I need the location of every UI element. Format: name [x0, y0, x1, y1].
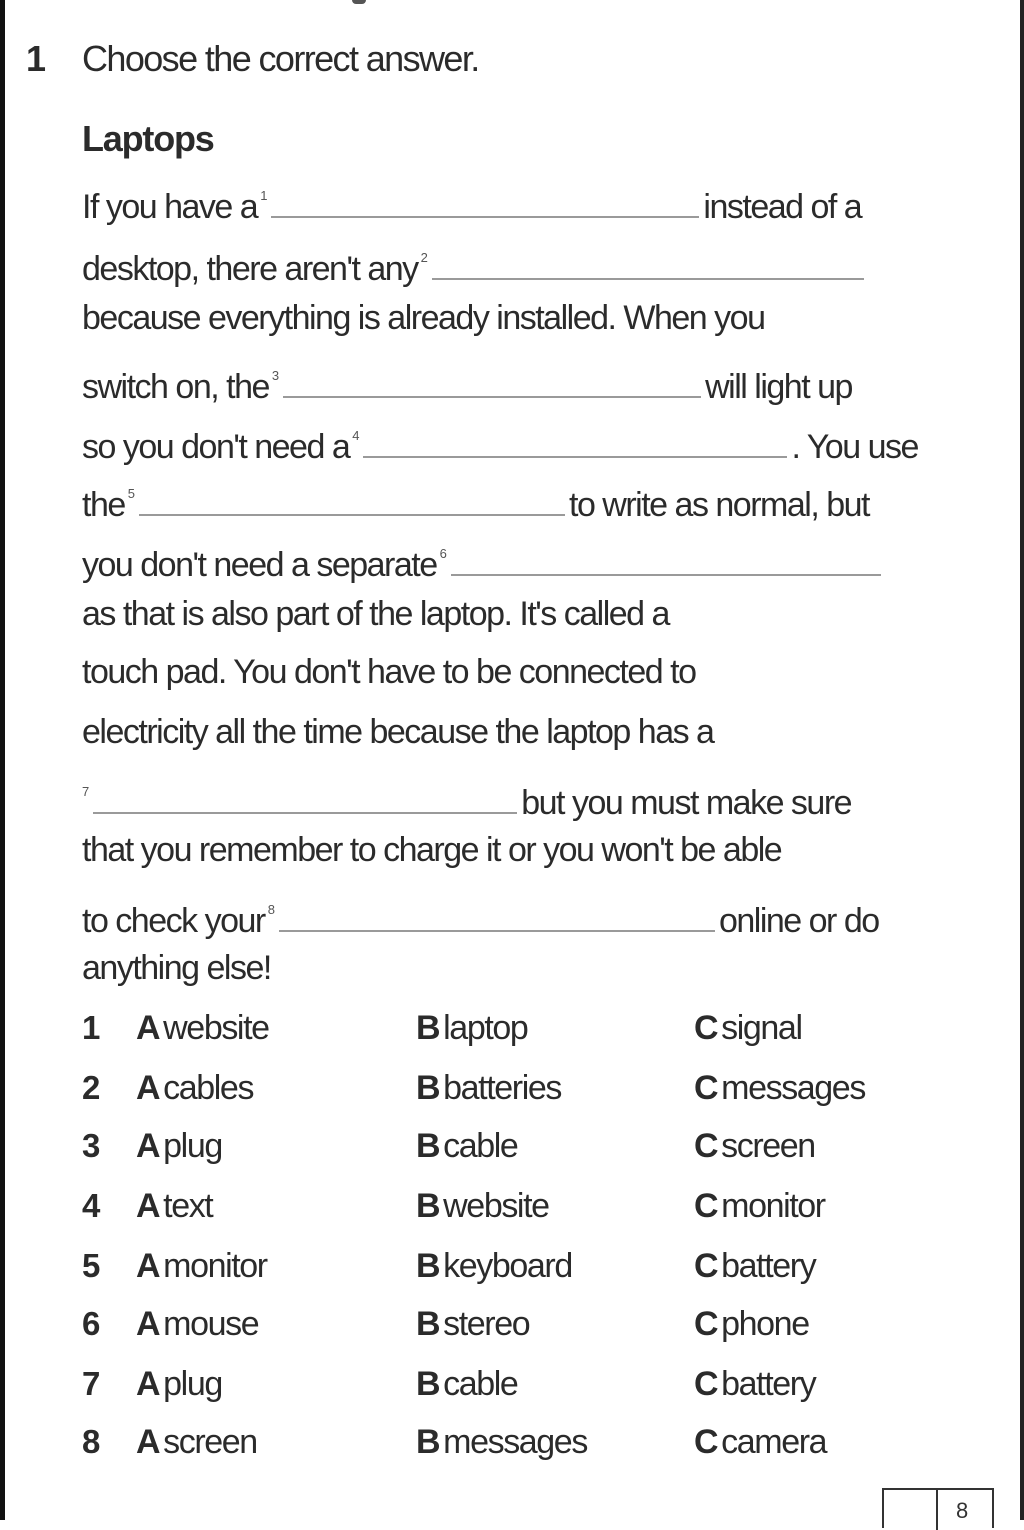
passage-line: anything else! [82, 949, 271, 987]
passage-line: because everything is already installed. When you [82, 299, 765, 337]
question-number: 3 [82, 1127, 101, 1164]
option-c[interactable]: C phone [694, 1305, 809, 1343]
gap-number: 5 [127, 486, 135, 501]
option-a[interactable]: A monitor [136, 1247, 267, 1285]
option-b[interactable]: B keyboard [416, 1247, 572, 1285]
option-a[interactable]: A plug [136, 1127, 222, 1165]
page-left-edge [0, 0, 5, 1520]
option-c[interactable]: C battery [694, 1247, 816, 1285]
option-c[interactable]: C screen [694, 1127, 815, 1165]
option-a[interactable]: A mouse [136, 1305, 259, 1343]
exercise-instruction: Choose the correct answer. [82, 38, 479, 79]
gap-number: 1 [260, 188, 268, 203]
passage-line: touch pad. You don't have to be connected to [82, 653, 696, 691]
option-b[interactable]: B stereo [416, 1305, 530, 1343]
gap-number: 8 [267, 902, 275, 917]
answer-blank [432, 244, 864, 280]
question-number: 7 [82, 1365, 101, 1402]
option-c[interactable]: C battery [694, 1365, 816, 1403]
passage-line: that you remember to charge it or you won't be able [82, 831, 782, 869]
question-number: 6 [82, 1305, 101, 1342]
passage-line: electricity all the time because the laptop has a [82, 713, 714, 751]
option-a[interactable]: A website [136, 1009, 269, 1047]
page-top-mark [352, 0, 366, 4]
answer-blank [283, 362, 701, 398]
option-b[interactable]: B batteries [416, 1069, 561, 1107]
option-a[interactable]: A cables [136, 1069, 254, 1107]
question-number: 1 [82, 1009, 101, 1046]
passage-line: the $^5$ to write as normal, but [82, 474, 869, 525]
option-a[interactable]: A text [136, 1187, 213, 1225]
answer-blank [279, 896, 715, 932]
passage-line: you don't need a separate $^6$ [82, 534, 885, 585]
answer-blank [93, 778, 517, 814]
passage-heading: Laptops [82, 118, 214, 159]
gap-number: 7 [82, 784, 90, 799]
passage-line: desktop, there aren't any $^2$ [82, 238, 868, 289]
question-number: 8 [82, 1423, 101, 1460]
passage-line: as that is also part of the laptop. It's called a [82, 595, 669, 633]
question-number: 4 [82, 1187, 101, 1224]
score-divider [936, 1490, 938, 1530]
passage-line: so you don't need a $^4$ . You use [82, 416, 918, 467]
exercise-number: 1 [26, 38, 46, 79]
answer-blank [139, 480, 565, 516]
option-c[interactable]: C messages [694, 1069, 865, 1107]
score-box [882, 1488, 994, 1528]
answer-blank [363, 422, 787, 458]
answer-blank [451, 540, 881, 576]
option-c[interactable]: C monitor [694, 1187, 825, 1225]
passage-line: switch on, the $^3$ will light up [82, 356, 852, 407]
passage-line: If you have a $^1$ instead of a [82, 176, 861, 227]
gap-number: 2 [420, 250, 428, 265]
option-a[interactable]: A screen [136, 1423, 257, 1461]
page-right-edge [1020, 0, 1024, 1520]
answer-blank [271, 182, 699, 218]
option-b[interactable]: B cable [416, 1365, 518, 1403]
gap-number: 3 [271, 368, 280, 383]
score-total: 8 [956, 1498, 969, 1523]
option-a[interactable]: A plug [136, 1365, 222, 1403]
gap-number: 4 [352, 428, 360, 443]
option-b[interactable]: B messages [416, 1423, 587, 1461]
option-b[interactable]: B cable [416, 1127, 518, 1165]
passage-line: to check your $^8$ online or do [82, 890, 879, 941]
question-number: 5 [82, 1247, 101, 1284]
option-c[interactable]: C signal [694, 1009, 802, 1047]
question-number: 2 [82, 1069, 101, 1106]
option-b[interactable]: B laptop [416, 1009, 528, 1047]
gap-number: 6 [439, 546, 447, 561]
option-b[interactable]: B website [416, 1187, 549, 1225]
passage-line: $^7$ but you must make sure [82, 772, 851, 823]
option-c[interactable]: C camera [694, 1423, 827, 1461]
